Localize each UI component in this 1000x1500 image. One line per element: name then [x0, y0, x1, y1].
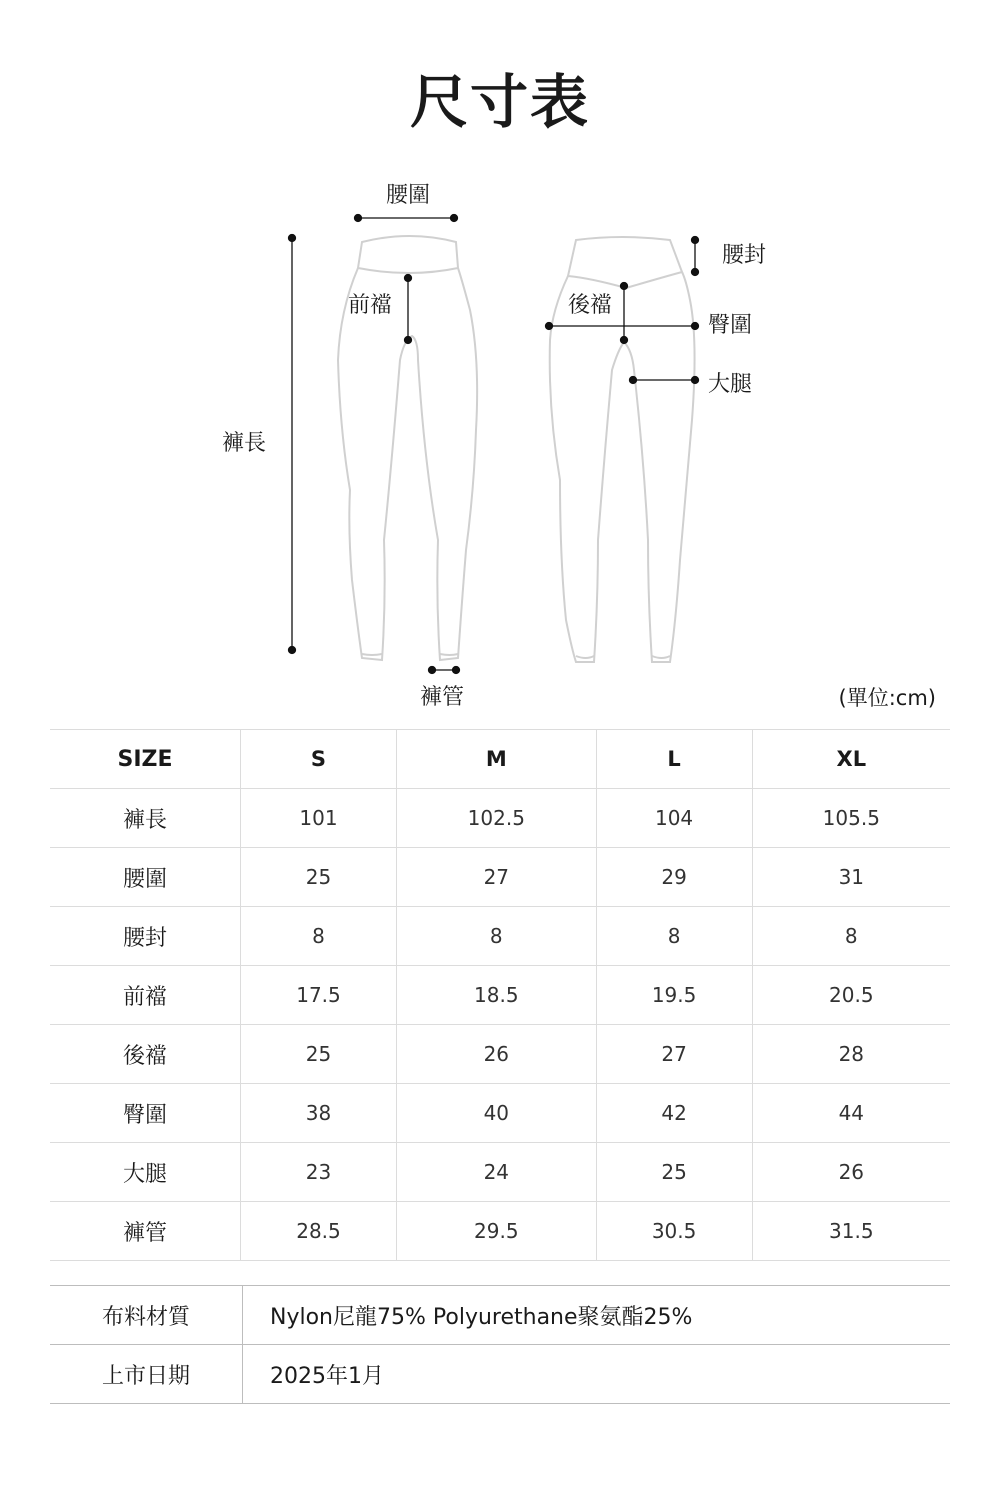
table-cell: 27: [596, 1025, 752, 1084]
table-cell: 31.5: [752, 1202, 950, 1261]
table-cell: 26: [396, 1025, 596, 1084]
table-cell: 25: [241, 848, 397, 907]
table-cell: 8: [752, 907, 950, 966]
row-label: 腰封: [50, 907, 241, 966]
label-waist: 腰圍: [386, 183, 431, 208]
table-cell: 101: [241, 789, 397, 848]
header-cell: M: [396, 730, 596, 789]
table-cell: 102.5: [396, 789, 596, 848]
label-thigh: 大腿: [708, 372, 753, 397]
info-value: Nylon尼龍75% Polyurethane聚氨酯25%: [243, 1286, 951, 1345]
label-front-rise: 前襠: [348, 293, 393, 318]
table-header-row: [50, 730, 950, 789]
table-cell: 8: [596, 907, 752, 966]
table-cell: 38: [241, 1084, 397, 1143]
table-cell: 19.5: [596, 966, 752, 1025]
table-row: [50, 848, 950, 907]
table-row: [50, 907, 950, 966]
table-cell: 28.5: [241, 1202, 397, 1261]
header-cell: SIZE: [50, 730, 241, 789]
label-length: 褲長: [222, 431, 267, 456]
table-cell: 17.5: [241, 966, 397, 1025]
info-row-release-date: [50, 1345, 950, 1404]
row-label: 褲管: [50, 1202, 241, 1261]
table-row: [50, 1143, 950, 1202]
table-cell: 23: [241, 1143, 397, 1202]
leggings-illustration: [0, 160, 1000, 720]
row-label: 臀圍: [50, 1084, 241, 1143]
table-row: [50, 1025, 950, 1084]
table-cell: 42: [596, 1084, 752, 1143]
measurement-lines: [289, 215, 699, 674]
info-label: 上市日期: [50, 1345, 243, 1404]
table-cell: 8: [396, 907, 596, 966]
row-label: 腰圍: [50, 848, 241, 907]
table-cell: 44: [752, 1084, 950, 1143]
table-row: [50, 1084, 950, 1143]
table-cell: 40: [396, 1084, 596, 1143]
table-cell: 25: [596, 1143, 752, 1202]
table-cell: 8: [241, 907, 397, 966]
header-cell: L: [596, 730, 752, 789]
label-back-rise: 後襠: [568, 293, 613, 318]
label-hem: 褲管: [420, 685, 465, 710]
row-label: 前襠: [50, 966, 241, 1025]
row-label: 後襠: [50, 1025, 241, 1084]
table-cell: 29.5: [396, 1202, 596, 1261]
table-cell: 105.5: [752, 789, 950, 848]
info-label: 布料材質: [50, 1286, 243, 1345]
table-row: [50, 789, 950, 848]
header-cell: S: [241, 730, 397, 789]
info-value: 2025年1月: [243, 1345, 951, 1404]
table-row: [50, 966, 950, 1025]
leggings-diagram: [0, 160, 1000, 720]
table-cell: 27: [396, 848, 596, 907]
table-cell: 26: [752, 1143, 950, 1202]
label-waistband: 腰封: [722, 243, 767, 268]
table-cell: 25: [241, 1025, 397, 1084]
table-cell: 18.5: [396, 966, 596, 1025]
size-table: [50, 729, 950, 1261]
label-hip: 臀圍: [708, 313, 753, 338]
table-cell: 20.5: [752, 966, 950, 1025]
product-info-table: [50, 1285, 950, 1404]
table-cell: 29: [596, 848, 752, 907]
header-cell: XL: [752, 730, 950, 789]
table-cell: 28: [752, 1025, 950, 1084]
info-row-material: [50, 1286, 950, 1345]
unit-note: (單位:cm): [838, 686, 936, 710]
row-label: 褲長: [50, 789, 241, 848]
table-cell: 24: [396, 1143, 596, 1202]
table-row: [50, 1202, 950, 1261]
table-cell: 30.5: [596, 1202, 752, 1261]
row-label: 大腿: [50, 1143, 241, 1202]
table-cell: 31: [752, 848, 950, 907]
table-cell: 104: [596, 789, 752, 848]
page-title: 尺寸表: [409, 68, 590, 136]
